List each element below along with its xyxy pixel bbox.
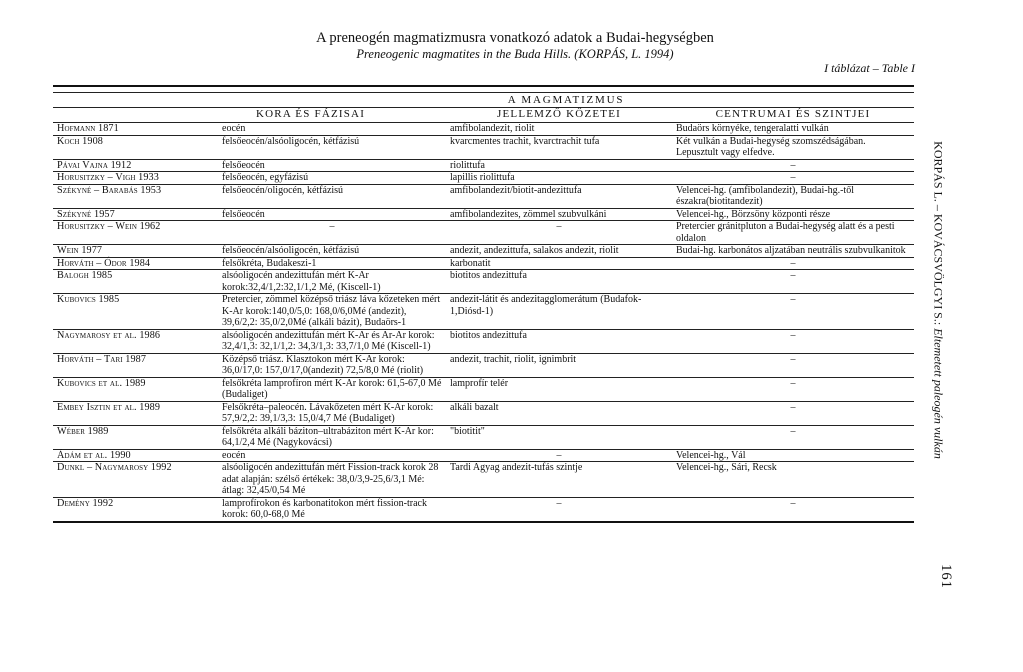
data-table-wrapper [53, 85, 914, 523]
row-author: Székyné 1957 [53, 208, 218, 221]
row-kora: felsőeocén/alsóoligocén, kétfázisú [218, 245, 446, 258]
row-kora: felsőeocén, egyfázisú [218, 172, 446, 185]
magmatism-table [53, 85, 914, 523]
row-kora: felsőeocén/alsóoligocén, kétfázisú [218, 135, 446, 159]
row-kora: eocén [218, 449, 446, 462]
row-kora: felsőeocén [218, 208, 446, 221]
row-author: Koch 1908 [53, 135, 218, 159]
table-row [53, 329, 914, 353]
row-centrum: – [672, 425, 914, 449]
row-centrum: Budaörs környéke, tengeralatti vulkán [672, 123, 914, 136]
table-row [53, 159, 914, 172]
table-row [53, 208, 914, 221]
row-kozet: – [446, 497, 672, 522]
table-row [53, 497, 914, 522]
row-centrum: – [672, 159, 914, 172]
table-row [53, 425, 914, 449]
table-row [53, 353, 914, 377]
table-row [53, 294, 914, 330]
row-kozet: kvarcmentes trachit, kvarctrachit tufa [446, 135, 672, 159]
row-author: Hofmann 1871 [53, 123, 218, 136]
row-author: Balogh 1985 [53, 270, 218, 294]
table-row [53, 135, 914, 159]
table-row [53, 377, 914, 401]
row-centrum: Velencei-hg., Sári, Recsk [672, 462, 914, 498]
row-kora: – [218, 221, 446, 245]
row-author: Ádám et al. 1990 [53, 449, 218, 462]
row-centrum: – [672, 257, 914, 270]
row-author: Horusitzky – Vigh 1933 [53, 172, 218, 185]
row-author: Horváth – Ódor 1984 [53, 257, 218, 270]
table-row [53, 401, 914, 425]
row-kora: Felsőkréta–paleocén. Lávakőzeten mért K-Ar korok: 57,9/2,2: 39,1/3,3: 15,0/4,7 Mé (Budaliget) [218, 401, 446, 425]
row-author: Wein 1977 [53, 245, 218, 258]
row-author: Horváth – Tari 1987 [53, 353, 218, 377]
row-kora: felsőeocén [218, 159, 446, 172]
row-centrum: – [672, 377, 914, 401]
row-centrum: Velencei-hg. (amfibolandezit), Budai-hg.-től északra(biotitandezit) [672, 184, 914, 208]
row-kozet: – [446, 449, 672, 462]
group-header-row [53, 93, 914, 108]
row-author: Embey Isztin et al. 1989 [53, 401, 218, 425]
title-block [200, 30, 830, 62]
table-row [53, 172, 914, 185]
row-kozet: andezit, andezittufa, salakos andezit, riolit [446, 245, 672, 258]
row-kozet: biotitos andezittufa [446, 329, 672, 353]
row-kora: alsóoligocén andezittufán mért Fission-track korok 28 adat alapján: szélső értékek: 38,0/3,9-25,6/3,1 Mé: átlag: 32,45/0,54 Mé [218, 462, 446, 498]
row-kozet: amfibolandezit/biotit-andezittufa [446, 184, 672, 208]
side-title: Eltemetett paleogén vulkán [931, 328, 946, 459]
column-header-kora: KORA ÉS FÁZISAI [218, 108, 446, 123]
row-kozet: biotitos andezittufa [446, 270, 672, 294]
row-author: Kubovics 1985 [53, 294, 218, 330]
row-centrum: – [672, 172, 914, 185]
row-centrum: Budai-hg. karbonátos aljzatában neutrális szubvulkanitok [672, 245, 914, 258]
row-kozet: karbonatit [446, 257, 672, 270]
side-running-head [920, 140, 960, 460]
row-kozet: Tardi Agyag andezit-tufás szintje [446, 462, 672, 498]
row-kora: lamprofírokon és karbonatitokon mért fission-track korok: 60,0-68,0 Mé [218, 497, 446, 522]
row-kozet: amfibolandezites, zömmel szubvulkáni [446, 208, 672, 221]
row-kozet: – [446, 221, 672, 245]
row-author: Nagymarosy et al. 1986 [53, 329, 218, 353]
row-centrum: Velencei-hg., Börzsöny központi része [672, 208, 914, 221]
row-kozet: andezit-látit és andezitagglomerátum (Budafok-1,Diósd-1) [446, 294, 672, 330]
table-row [53, 221, 914, 245]
row-author: Demény 1992 [53, 497, 218, 522]
row-centrum: – [672, 329, 914, 353]
table-row [53, 123, 914, 136]
page-number: 161 [937, 564, 954, 589]
row-kora: alsóoligocén andezittufán mért K-Ar és Ar-Ar korok: 32,4/1,3: 32,1/1,2: 34,3/1,3: 33,7/1,0 Mé (Kiscell-1) [218, 329, 446, 353]
row-kozet: lamprofír telér [446, 377, 672, 401]
group-header: A MAGMATIZMUS [507, 94, 625, 106]
row-kozet: amfibolandezit, riolit [446, 123, 672, 136]
row-kora: alsóoligocén andezittufán mért K-Ar korok:32,4/1,2:32,1/1,2 Mé, (Kiscell-1) [218, 270, 446, 294]
table-row [53, 245, 914, 258]
row-author: Székyné – Barabás 1953 [53, 184, 218, 208]
table-row [53, 257, 914, 270]
row-centrum: Pretercier gránitpluton a Budai-hegység alatt és a pesti oldalon [672, 221, 914, 245]
row-centrum: Két vulkán a Budai-hegység szomszédságában. Lepusztult vagy elfedve. [672, 135, 914, 159]
row-kozet: "biotitit" [446, 425, 672, 449]
row-kora: felsőeocén/oligocén, kétfázisú [218, 184, 446, 208]
table-row [53, 184, 914, 208]
row-kozet: alkáli bazalt [446, 401, 672, 425]
row-author: Horusitzky – Wein 1962 [53, 221, 218, 245]
row-centrum: Velencei-hg., Vál [672, 449, 914, 462]
row-author: Wéber 1989 [53, 425, 218, 449]
row-kora: Pretercier, zömmel középső triász láva kőzeteken mért K-Ar korok:140,0/5,0: 168,0/6,0Mé (andezit), 39,6/2,2: 35,0/2,0Mé (alkáli bázit), Budaörs-1 [218, 294, 446, 330]
row-kora: Középső triász. Klasztokon mért K-Ar korok: 36,0/17,0: 157,0/17,0(andezit) 72,5/8,0 Mé (riolit) [218, 353, 446, 377]
row-kozet: andezit, trachit, riolit, ignimbrit [446, 353, 672, 377]
row-kora: felsőkréta, Budakeszi-1 [218, 257, 446, 270]
row-centrum: – [672, 294, 914, 330]
column-header-row [53, 108, 914, 123]
row-centrum: – [672, 270, 914, 294]
row-author: Pávai Vajna 1912 [53, 159, 218, 172]
side-authors: KORPÁS L. – KOVÁCSVÖLGYI S.: [931, 141, 946, 326]
column-header-jellemzo: JELLEMZŐ KŐZETEI [446, 108, 672, 123]
row-kora: felsőkréta lamprofíron mért K-Ar korok: 61,5-67,0 Mé (Budaliget) [218, 377, 446, 401]
row-kora: eocén [218, 123, 446, 136]
row-author: Dunkl – Nagymarosy 1992 [53, 462, 218, 498]
table-row [53, 462, 914, 498]
row-kozet: riolittufa [446, 159, 672, 172]
row-centrum: – [672, 401, 914, 425]
table-title: A preneogén magmatizmusra vonatkozó adatok a Budai-hegységben [316, 30, 714, 46]
row-centrum: – [672, 353, 914, 377]
row-centrum: – [672, 497, 914, 522]
table-subtitle: Preneogenic magmatites in the Buda Hills. (KORPÁS, L. 1994) [356, 47, 674, 61]
row-author: Kubovics et al. 1989 [53, 377, 218, 401]
row-kora: felsőkréta alkáli báziton–ultrabáziton mért K-Ar kor: 64,1/2,4 Mé (Nagykovácsi) [218, 425, 446, 449]
table-row [53, 270, 914, 294]
table-row [53, 449, 914, 462]
table-label: I táblázat – Table I [824, 61, 915, 75]
column-header-centrum: CENTRUMAI ÉS SZINTJEI [672, 108, 914, 123]
row-kozet: lapillis riolittufa [446, 172, 672, 185]
